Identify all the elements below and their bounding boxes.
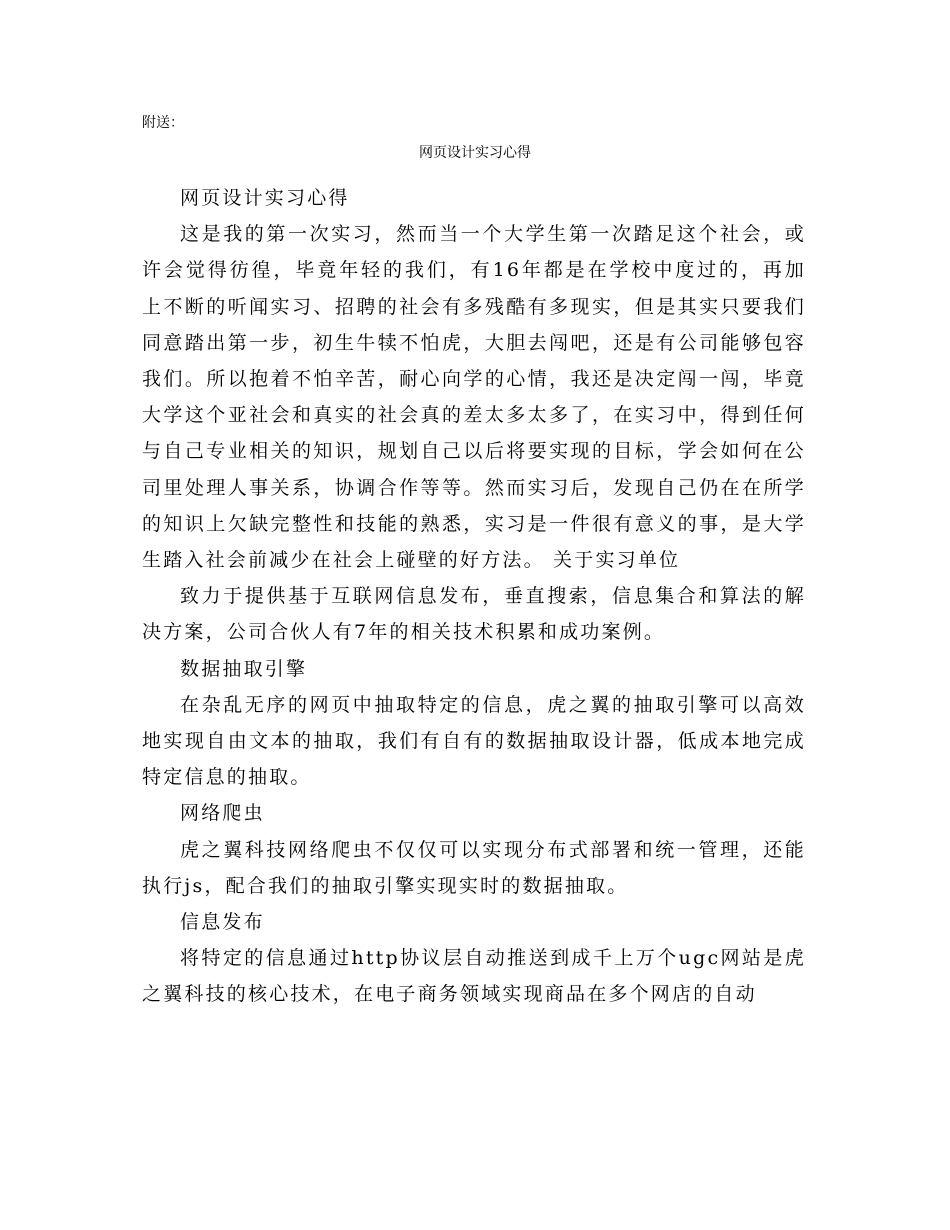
document-title: 网页设计实习心得 <box>419 145 531 161</box>
paragraph-company: 致力于提供基于互联网信息发布，垂直搜索，信息集合和算法的解决方案，公司合伙人有7年的相关技术积累和成功案例。 <box>142 585 806 644</box>
section-heading-extraction: 数据抽取引擎 <box>180 657 308 680</box>
header-label: 附送： <box>142 115 184 131</box>
section-heading-crawler: 网络爬虫 <box>180 802 265 825</box>
paragraph-introduction: 这是我的第一次实习，然而当一个大学生第一次踏足这个社会，或许会觉得彷徨，毕竟年轻的我们，有16年都是在学校中度过的，再加上不断的听闻实习、招聘的社会有多残酷有多现实，但是其实只要我们同意踏出第一步，初生牛犊不怕虎，大胆去闯吧，还是有公司能够包容我们。所以抱着不怕辛苦，耐心向学的心情，我还是决定闯一闯，毕竟大学这个亚社会和真实的社会真的差太多太多了，在实习中，得到任何与自己专业相关的知识，规划自己以后将要实现的目标，学会如何在公司里处理人事关系，协调合作等等。然而实习后，发现自己仍在在所学的知识上欠缺完整性和技能的熟悉，实习是一件很有意义的事，是大学生踏入社会前减少在社会上碰壁的好方法。 关于实习单位 <box>142 223 806 572</box>
paragraph-publishing: 将特定的信息通过http协议层自动推送到成千上万个ugc网站是虎之翼科技的核心技术，在电子商务领域实现商品在多个网店的自动 <box>142 947 806 1006</box>
section-heading-internship: 网页设计实习心得 <box>180 187 350 209</box>
paragraph-crawler: 虎之翼科技网络爬虫不仅仅可以实现分布式部署和统一管理，还能执行js，配合我们的抽取引擎实现实时的数据抽取。 <box>142 838 806 897</box>
document-body <box>142 180 806 1013</box>
section-heading-publishing: 信息发布 <box>180 911 265 934</box>
paragraph-extraction: 在杂乱无序的网页中抽取特定的信息，虎之翼的抽取引擎可以高效地实现自由文本的抽取，我们有自有的数据抽取设计器，低成本地完成特定信息的抽取。 <box>142 693 806 789</box>
